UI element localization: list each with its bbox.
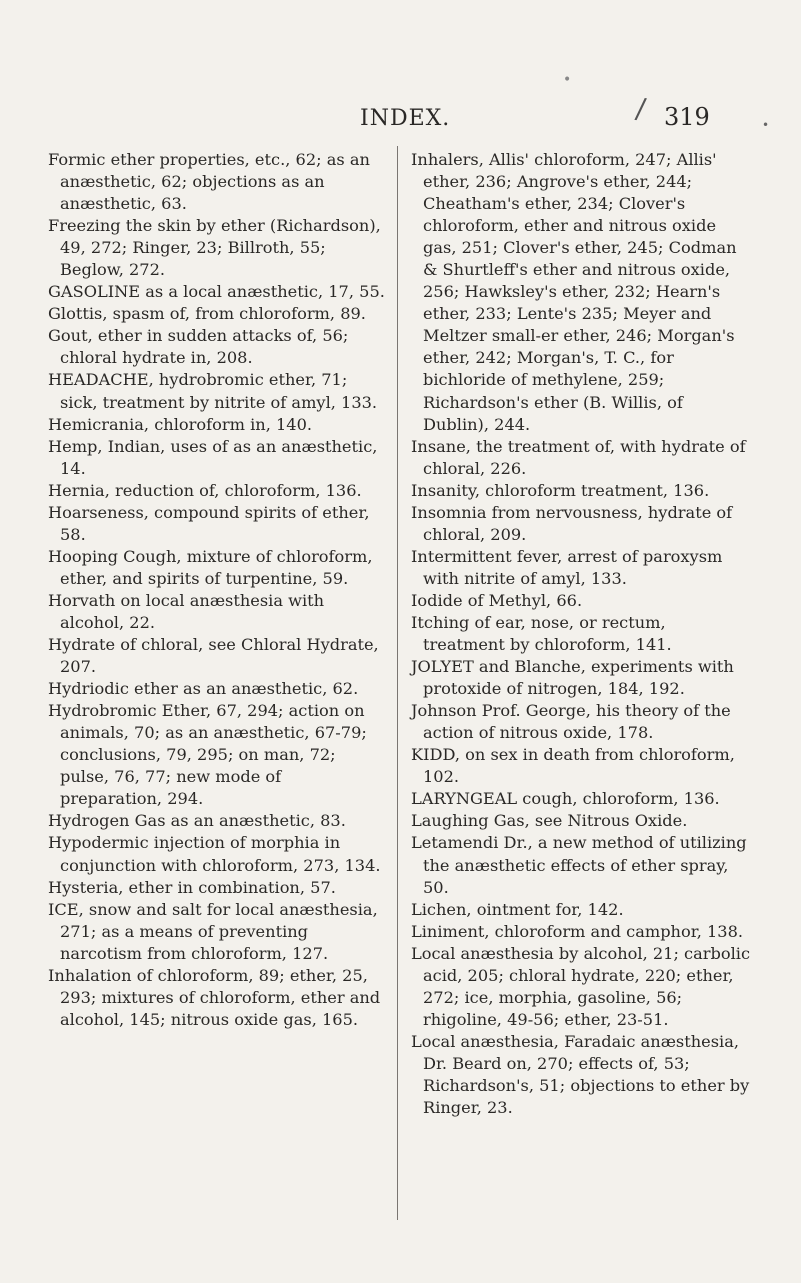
index-entry: Hydriodic ether as an anæsthetic, 62. <box>48 679 359 699</box>
index-entry: Hysteria, ether in combination, 57. <box>48 877 336 897</box>
index-entry: Horvath on local anæsthesia with alcohol, 22. <box>48 590 325 632</box>
index-entry: KIDD, on sex in death from chloroform, 102. <box>411 745 735 787</box>
index-entry: LARYNGEAL cough, chloroform, 136. <box>411 789 720 809</box>
ink-speck: • <box>762 118 770 132</box>
page-number: 319 <box>664 103 710 131</box>
index-entry: Letamendi Dr., a new method of utilizing the anæsthetic effects of ether spray, 50. <box>411 833 747 897</box>
ink-speck: • <box>563 72 572 88</box>
index-entry: Lichen, ointment for, 142. <box>411 899 624 919</box>
index-column-right <box>411 149 751 1119</box>
index-entry: Liniment, chloroform and camphor, 138. <box>411 921 744 941</box>
index-entry: Hydrate of chloral, see Chloral Hydrate, 207. <box>48 635 379 677</box>
index-entry: ICE, snow and salt for local anæsthesia, 271; as a means of preventing narcotism from chloroform, 127. <box>48 899 378 963</box>
index-entry: Iodide of Methyl, 66. <box>411 590 583 610</box>
index-entry: JOLYET and Blanche, experiments with protoxide of nitrogen, 184, 192. <box>411 657 734 699</box>
index-entry: Local anæsthesia by alcohol, 21; carbolic acid, 205; chloral hydrate, 220; ether, 272; ice, morphia, gasoline, 56; rhigoline, 49-56; ether, 23-51. <box>411 943 751 1029</box>
index-entry: Formic ether properties, etc., 62; as an anæsthetic, 62; objections as an anæsthetic, 63. <box>48 150 370 214</box>
index-entry: Intermittent fever, arrest of paroxysm with nitrite of amyl, 133. <box>411 546 723 588</box>
pencil-mark: / <box>633 91 648 126</box>
index-entry: Hooping Cough, mixture of chloroform, ether, and spirits of turpentine, 59. <box>48 546 373 588</box>
index-entry: GASOLINE as a local anæsthetic, 17, 55. <box>48 282 385 302</box>
index-entry: HEADACHE, hydrobromic ether, 71; sick, treatment by nitrite of amyl, 133. <box>48 370 378 412</box>
index-entry: Hemicrania, chloroform in, 140. <box>48 414 313 434</box>
index-entry: Glottis, spasm of, from chloroform, 89. <box>48 304 366 324</box>
index-entry: Hernia, reduction of, chloroform, 136. <box>48 480 362 500</box>
index-entry: Hoarseness, compound spirits of ether, 58. <box>48 502 370 544</box>
index-entry: Insomnia from nervousness, hydrate of chloral, 209. <box>411 502 733 544</box>
index-entry: Hydrogen Gas as an anæsthetic, 83. <box>48 811 346 831</box>
index-entry: Hydrobromic Ether, 67, 294; action on animals, 70; as an anæsthetic, 67-79; conclusions, 79, 295; on man, 72; pulse, 76, 77; new mode of preparation, 294. <box>48 701 367 809</box>
index-entry: Gout, ether in sudden attacks of, 56; chloral hydrate in, 208. <box>48 326 349 368</box>
index-entry: Freezing the skin by ether (Richardson), 49, 272; Ringer, 23; Billroth, 55; Beglow, 272. <box>48 216 381 280</box>
index-entry: Hemp, Indian, uses of as an anæsthetic, 14. <box>48 436 378 478</box>
index-entry: Local anæsthesia, Faradaic anæsthesia, Dr. Beard on, 270; effects of, 53; Richardson's, 51; objections to ether by Ringer, 23. <box>411 1031 750 1118</box>
index-entry: Inhalers, Allis' chloroform, 247; Allis' ether, 236; Angrove's ether, 244; Cheatham's ether, 234; Clover's chloroform, ether and nitrous oxide gas, 251; Clover's ether, 245; Codman & Shurtleff's ether and nitrous oxide, 256; Hawksley's ether, 232; Hearn's ether, 233; Lente's 235; Meyer and Meltzer small-er ether, 246; Morgan's ether, 242; Morgan's, T. C., for bichloride of methylene, 259; Richardson's ether (B. Willis, of Dublin), 244. <box>411 150 737 434</box>
index-entry: Itching of ear, nose, or rectum, treatment by chloroform, 141. <box>411 612 672 655</box>
column-divider <box>397 146 398 1220</box>
index-entry: Hypodermic injection of morphia in conjunction with chloroform, 273, 134. <box>48 833 381 875</box>
index-entry: Insane, the treatment of, with hydrate of chloral, 226. <box>411 436 746 478</box>
page-title: INDEX. <box>360 106 451 131</box>
index-column-left <box>48 149 388 1031</box>
index-entry: Insanity, chloroform treatment, 136. <box>411 480 710 500</box>
index-entry: Laughing Gas, see Nitrous Oxide. <box>411 811 688 831</box>
index-entry: Johnson Prof. George, his theory of the action of nitrous oxide, 178. <box>411 701 731 743</box>
index-entry: Inhalation of chloroform, 89; ether, 25, 293; mixtures of chloroform, ether and alcohol, 145; nitrous oxide gas, 165. <box>48 965 381 1029</box>
